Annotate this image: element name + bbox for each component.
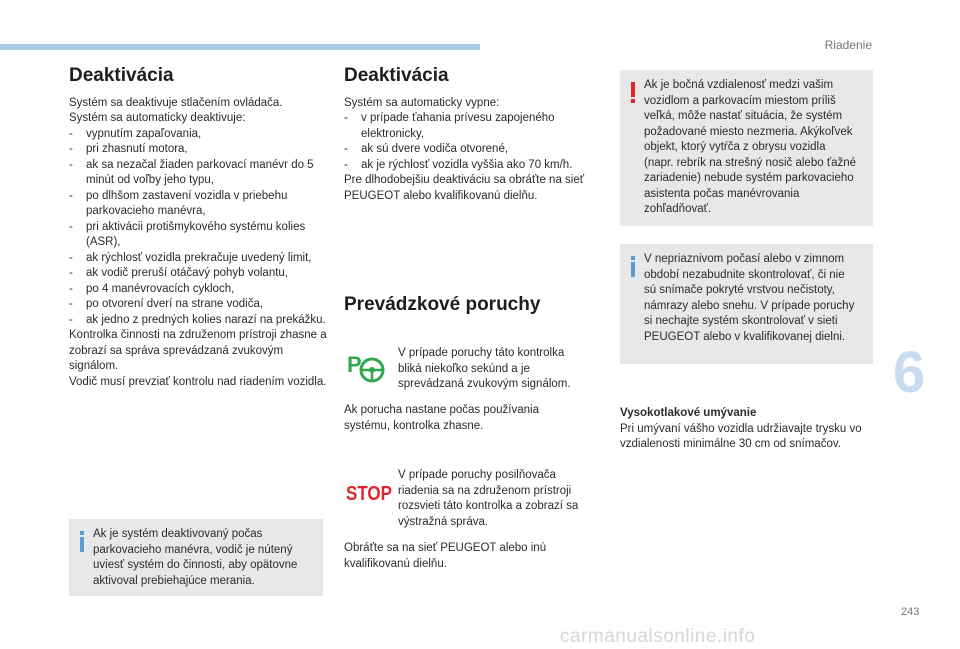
warning-text: Ak je bočná vzdialenosť medzi vašim vozidlom a parkovacím miestom príliš veľká, môže nastať situácia, že systém požadované miesto nezmeria. Akýkoľvek objekt, ktorý vytŕča z obrysu vozidla (napr. rebrík na strešný nosič alebo ťažné zariadenie) nebude systém parkovacieho asistenta počas manévrovania zohľadňovať. (644, 79, 857, 215)
column-2 (344, 65, 596, 204)
column-3-footer (620, 406, 876, 453)
list-item: - ak vodič preruší otáčavý pohyb volantu, (69, 266, 327, 282)
lamp-description: V prípade poruchy táto kontrolka bliká niekoľko sekúnd a je sprevádzaná zvukovým signálom. (398, 347, 571, 390)
info-text: V nepriaznivom počasí alebo v zimnom období nezabudnite skontrolovať, či nie sú snímače pokryté vrstvou nečistoty, námrazy alebo snehu. V prípade poruchy si nechajte systém skontrolovať v sieti PEUGEOT alebo v kvalifikovanej dielni. (644, 253, 855, 343)
paragraph: Obráťte sa na sieť PEUGEOT alebo inú kvalifikovanú dielňu. (344, 542, 547, 570)
list-item: - pri aktivácii protišmykového systému kolies (ASR), (69, 220, 327, 251)
warning-box (620, 70, 873, 226)
list-item: - v prípade ťahania prívesu zapojeného elektronicky, (344, 111, 596, 142)
steering-warning-lamp-icon (347, 348, 387, 388)
info-box-2 (620, 244, 873, 364)
list-item: - ak je rýchlosť vozidla vyššia ako 70 km/h. (344, 158, 596, 174)
info-icon (80, 531, 83, 552)
list-item: - ak sa nezačal žiaden parkovací manévr do 5 minút od voľby jeho typu, (69, 158, 327, 189)
paragraph: Ak porucha nastane počas používania systému, kontrolka zhasne. (344, 404, 539, 432)
section-title: Riadenie (824, 38, 872, 52)
list-item: - ak rýchlosť vozidla prekračuje uvedený limit, (69, 251, 327, 267)
heading-deactivation-2: Deaktivácia (344, 65, 449, 86)
stop-warning-icon: STOP (346, 483, 392, 505)
paragraph: Systém sa automaticky deaktivuje: (69, 112, 246, 124)
column-1 (69, 65, 327, 390)
info-icon (631, 256, 634, 277)
page-number: 243 (901, 606, 920, 618)
svg-text:P: P (347, 352, 362, 377)
heading-deactivation: Deaktivácia (69, 65, 174, 86)
list-item: - ak sú dvere vodiča otvorené, (344, 142, 596, 158)
watermark: carmanualsonline.info (560, 626, 756, 647)
header-accent-bar (0, 44, 480, 50)
list-item: - vypnutím zapaľovania, (69, 127, 327, 143)
list-item: - po dlhšom zastavení vozidla v priebehu parkovacieho manévra, (69, 189, 327, 220)
heading-malfunctions: Prevádzkové poruchy (344, 294, 541, 315)
paragraph: Systém sa automaticky vypne: (344, 96, 500, 109)
paragraph: Kontrolka činnosti na združenom prístroji zhasne a zobrazí sa správa sprevádzaná zvukovým signálom. (69, 329, 327, 372)
paragraph: Systém sa deaktivuje stlačením ovládača. (69, 96, 283, 109)
chapter-number: 6 (893, 340, 926, 405)
paragraph: Pri umývaní vášho vozidla udržiavajte trysku vo vzdialenosti minimálne 30 cm od snímačov. (620, 422, 862, 450)
list-item: - po otvorení dverí na strane vodiča, (69, 297, 327, 313)
subheading-high-pressure-wash: Vysokotlakové umývanie (620, 407, 757, 419)
stop-description: V prípade poruchy posilňovača riadenia sa na združenom prístroji rozsvieti táto kontrolka a zobrazí sa výstražná správa. (398, 469, 579, 528)
info-box (69, 519, 323, 596)
list-item: - pri zhasnutí motora, (69, 142, 327, 158)
paragraph: Vodič musí prevziať kontrolu nad riadením vozidla. (69, 375, 327, 388)
warning-icon (631, 82, 634, 103)
info-text: Ak je systém deaktivovaný počas parkovacieho manévra, vodič je nútený uviesť systém do činnosti, aby opätovne aktivoval prebiehajúce merania. (93, 528, 298, 587)
list-item: - po 4 manévrovacích cykloch, (69, 282, 327, 298)
paragraph: Pre dlhodobejšiu deaktiváciu sa obráťte na sieť PEUGEOT alebo kvalifikovanú dielňu. (344, 174, 585, 202)
list-item: - ak jedno z predných kolies narazí na prekážku. (69, 313, 327, 329)
